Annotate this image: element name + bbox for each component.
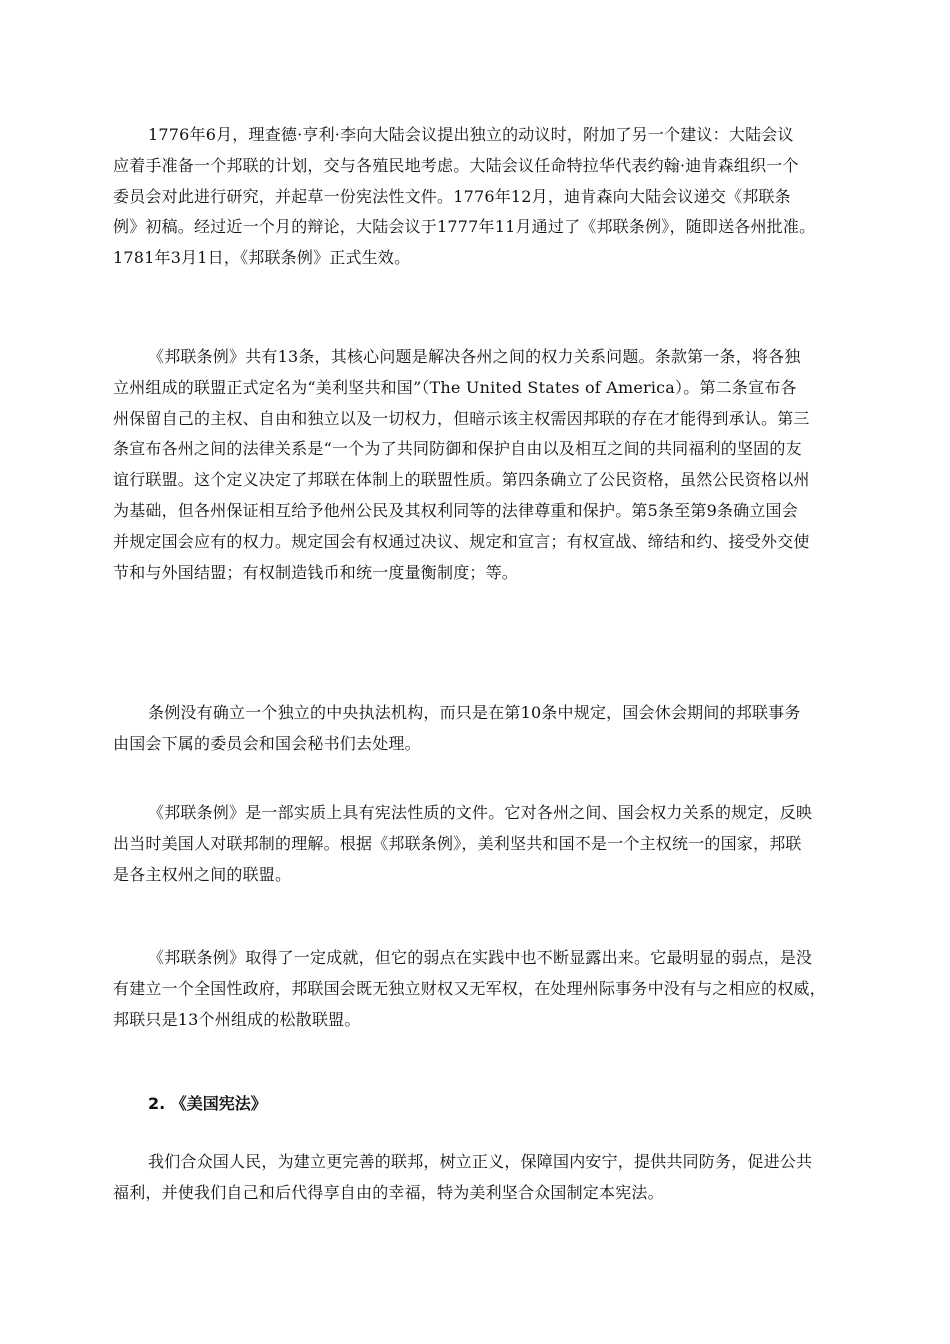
text-line: 应着手准备一个邦联的计划，交与各殖民地考虑。大陆会议任命特拉华代表约翰·迪肯森组织一个 — [113, 155, 799, 175]
text-line: 并规定国会应有的权力。规定国会有权通过决议、规定和宣言；有权宣战、缔结和约、接受外交使 — [113, 531, 810, 551]
text-line: 福利，并使我们自己和后代得享自由的幸福，特为美利坚合众国制定本宪法。 — [113, 1182, 664, 1202]
paragraph-no-executive — [113, 698, 843, 760]
text-line: 1776年6月，理查德·亨利·李向大陆会议提出独立的动议时，附加了另一个建议：大陆会议 — [148, 125, 794, 144]
text-line: 州保留自己的主权、自由和独立以及一切权力，但暗示该主权需因邦联的存在才能得到承认。第三 — [113, 408, 810, 428]
text-line: 例》初稿。经过近一个月的辩论，大陆会议于1777年11月通过了《邦联条例》，随即送各州批准。 — [113, 217, 816, 237]
paragraph-constitutional-nature — [113, 798, 843, 890]
text-line: 《邦联条例》是一部实质上具有宪法性质的文件。它对各州之间、国会权力关系的规定，反映 — [148, 803, 813, 822]
paragraph-preamble — [113, 1147, 843, 1209]
text-line: 我们合众国人民，为建立更完善的联邦，树立正义，保障国内安宁，提供共同防务，促进公共 — [148, 1152, 813, 1171]
text-line: 谊行联盟。这个定义决定了邦联在体制上的联盟性质。第四条确立了公民资格，虽然公民资格以州 — [113, 470, 810, 490]
text-line: 邦联只是13个州组成的松散联盟。 — [113, 1009, 361, 1029]
text-line: 1781年3月1日，《邦联条例》正式生效。 — [113, 248, 411, 268]
text-line: 是各主权州之间的联盟。 — [113, 864, 292, 884]
paragraph-confederation-origin — [113, 120, 843, 274]
paragraph-articles-content — [113, 342, 843, 588]
text-line: 出当时美国人对联邦制的理解。根据《邦联条例》，美利坚共和国不是一个主权统一的国家，邦联 — [113, 833, 802, 853]
text-line: 节和与外国结盟；有权制造钱币和统一度量衡制度；等。 — [113, 562, 519, 582]
text-line: 为基础，但各州保证相互给予他州公民及其权利同等的法律尊重和保护。第5条至第9条确立国会 — [113, 500, 798, 520]
text-line: 有建立一个全国性政府，邦联国会既无独立财权又无军权，在处理州际事务中没有与之相应的权威， — [113, 978, 826, 998]
text-line: 委员会对此进行研究，并起草一份宪法性文件。1776年12月，迪肯森向大陆会议递交《邦联条 — [113, 186, 791, 206]
text-line: 由国会下属的委员会和国会秘书们去处理。 — [113, 733, 421, 753]
paragraph-weaknesses — [113, 943, 843, 1035]
text-line: 条例没有确立一个独立的中央执法机构，而只是在第10条中规定，国会休会期间的邦联事务 — [148, 703, 801, 722]
text-line: 立州组成的联盟正式定名为“美利坚共和国”（The United States of America）。第二条宣布各 — [113, 377, 797, 397]
text-line: 《邦联条例》共有13条，其核心问题是解决各州之间的权力关系问题。条款第一条，将各独 — [148, 347, 801, 366]
text-line: 条宣布各州之间的法律关系是“一个为了共同防御和保护自由以及相互之间的共同福利的坚固的友 — [113, 439, 802, 459]
section-heading: 2. 《美国宪法》 — [148, 1094, 267, 1113]
text-line: 《邦联条例》取得了一定成就，但它的弱点在实践中也不断显露出来。它最明显的弱点，是没 — [148, 948, 813, 967]
